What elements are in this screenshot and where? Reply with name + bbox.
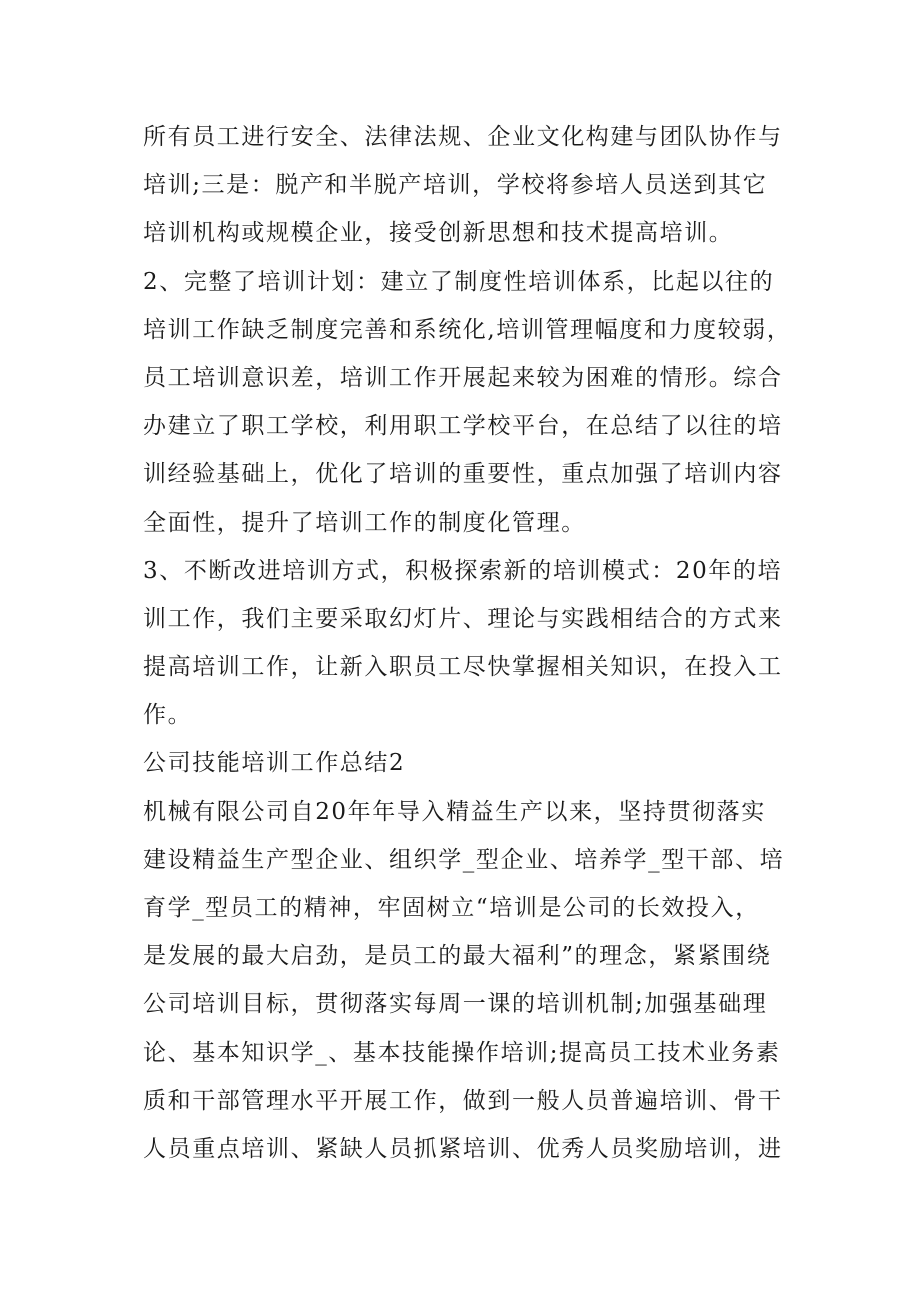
section-heading: 公司技能培训工作总结2 bbox=[143, 750, 406, 777]
text-line: 员工培训意识差，培训工作开展起来较为困难的情形。综合 bbox=[143, 364, 783, 391]
text-line: 办建立了职工学校，利用职工学校平台，在总结了以往的培 bbox=[143, 413, 783, 440]
text-line: 育学_型员工的精神，牢固树立“培训是公司的长效投入， bbox=[143, 895, 760, 921]
text-line: 公司培训目标，贯彻落实每周一课的培训机制;加强基础理 bbox=[143, 991, 768, 1018]
text-line: 培训;三是：脱产和半脱产培训，学校将参培人员送到其它 bbox=[143, 172, 768, 199]
text-line: 训工作，我们主要采取幻灯片、理论与实践相结合的方式来 bbox=[143, 605, 783, 632]
text-line: 论、基本知识学_、基本技能操作培训;提高员工技术业务素 bbox=[143, 1039, 781, 1066]
text-line: 机械有限公司自20年年导入精益生产以来，坚持贯彻落实 bbox=[143, 798, 766, 825]
text-line: 2、完整了培训计划：建立了制度性培训体系，比起以往的 bbox=[143, 268, 775, 295]
document-body bbox=[143, 113, 792, 1173]
text-line: 是发展的最大启劲，是员工的最大福利”的理念，紧紧围绕 bbox=[143, 943, 772, 970]
text-line: 人员重点培训、紧缺人员抓紧培训、优秀人员奖励培训，进 bbox=[143, 1135, 783, 1162]
text-line: 3、不断改进培训方式，积极探索新的培训模式：20年的培 bbox=[143, 557, 783, 584]
text-line: 全面性，提升了培训工作的制度化管理。 bbox=[143, 509, 586, 536]
text-line: 作。 bbox=[143, 702, 193, 729]
text-line: 提高培训工作，让新入职员工尽快掌握相关知识，在投入工 bbox=[143, 654, 783, 681]
text-line: 培训机构或规模企业，接受创新思想和技术提高培训。 bbox=[143, 220, 734, 247]
text-line: 训经验基础上，优化了培训的重要性，重点加强了培训内容 bbox=[143, 461, 783, 488]
text-line: 培训工作缺乏制度完善和系统化,培训管理幅度和力度较弱， bbox=[143, 316, 792, 343]
text-line: 建设精益生产型企业、组织学_型企业、培养学_型干部、培 bbox=[143, 846, 785, 873]
text-line: 所有员工进行安全、法律法规、企业文化构建与团队协作与 bbox=[143, 124, 783, 150]
text-line: 质和干部管理水平开展工作，做到一般人员普遍培训、骨干 bbox=[143, 1087, 783, 1114]
